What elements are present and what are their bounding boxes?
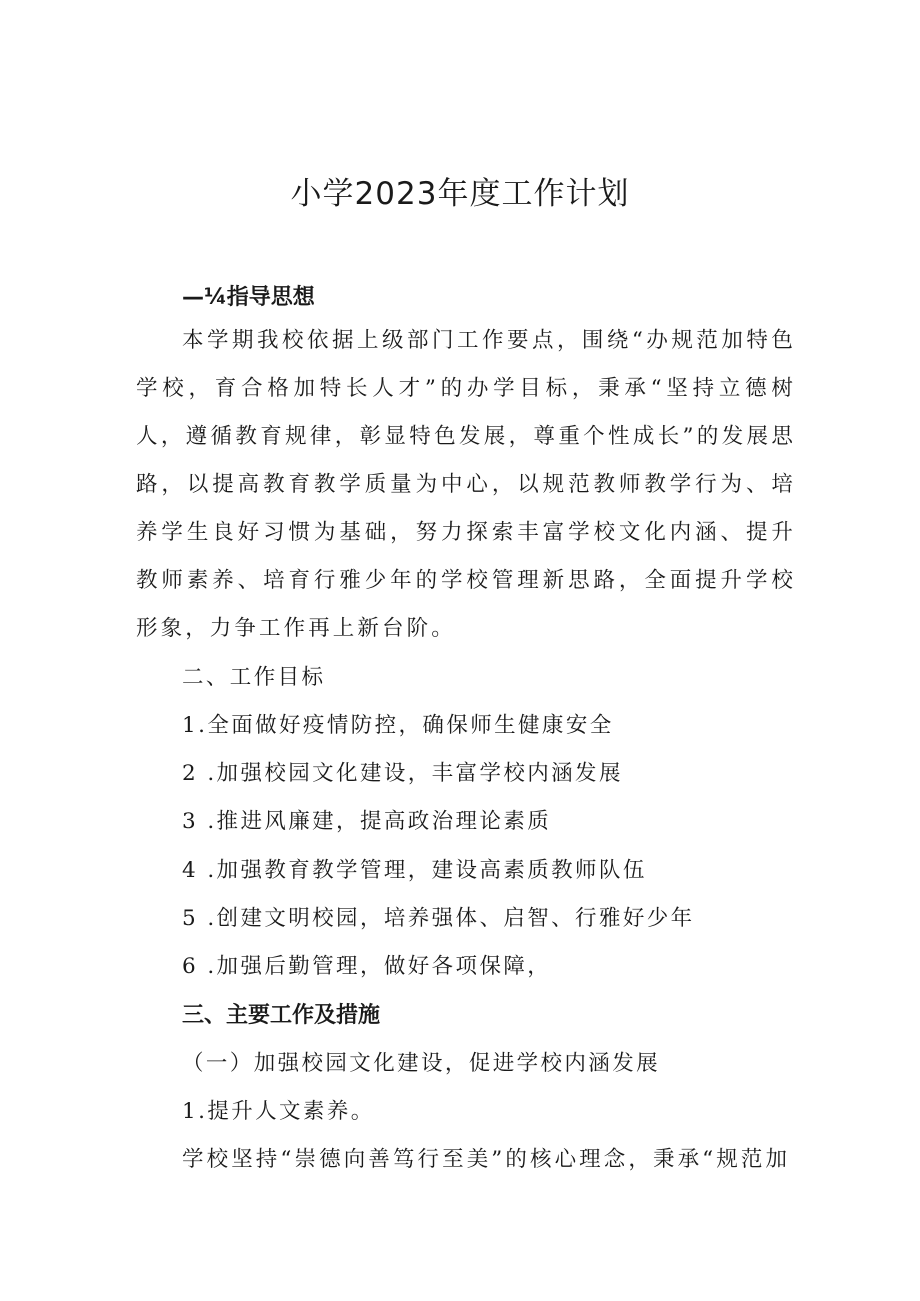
goal-item-1: 1.全面做好疫情防控，确保师生健康安全: [182, 713, 614, 738]
goal-item-2: 2 .加强校园文化建设，丰富学校内涵发展: [182, 761, 623, 786]
goal-item-6: 6 .加强后勤管理，做好各项保障，: [182, 954, 552, 979]
section-heading-main-work: 三、主要工作及措施: [182, 1003, 381, 1028]
goal-item-5: 5 .创建文明校园，培养强体、启智、行雅好少年: [182, 906, 695, 931]
document-title: 小学2023年度工作计划: [290, 176, 630, 212]
goal-item-3: 3 .推进风廉建，提高政治理论素质: [182, 809, 552, 834]
subsection-item-1: 1.提升人文素养。: [182, 1099, 375, 1124]
section-heading-guiding-ideology: —¼指导思想: [182, 285, 315, 310]
subsection-heading-campus-culture: （一）加强校园文化建设，促进学校内涵发展: [182, 1051, 661, 1076]
guiding-ideology-paragraph: 本学期我校依据上级部门工作要点，围绕“办规范加特色学校，育合格加特长人才”的办学目标，秉承“坚持立德树人，遵循教育规律，彰显特色发展，尊重个性成长”的发展思路，以提高教育教学质量为中心，以规范教师教学行为、培养学生良好习惯为基础，努力探索丰富学校文化内涵、提升教师素养、培育行雅少年的学校管理新思路，全面提升学校形象，力争工作再上新台阶。: [136, 328, 796, 641]
goal-item-4: 4 .加强教育教学管理，建设高素质教师队伍: [182, 858, 647, 883]
paragraph-start-core-concept: 学校坚持“崇德向善笃行至美”的核心理念，秉承“规范加: [182, 1147, 791, 1172]
section-heading-work-goals: 二、工作目标: [182, 665, 326, 690]
